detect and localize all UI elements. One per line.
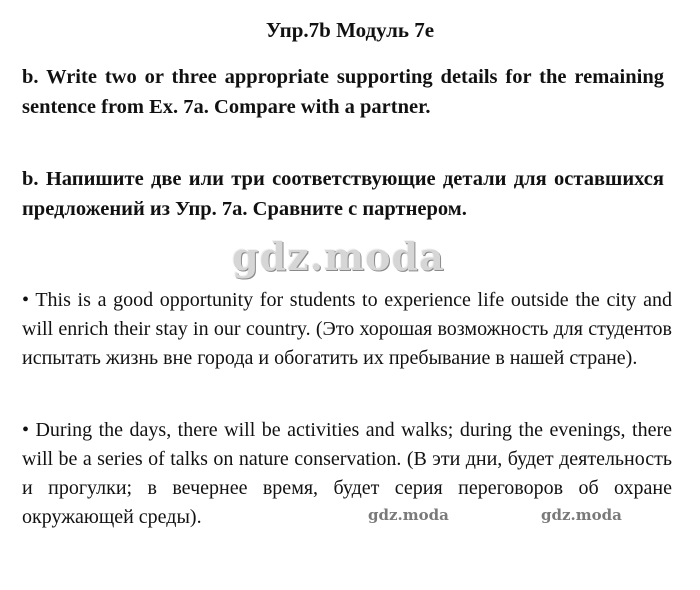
watermark-logo: gdz.moda xyxy=(232,234,445,279)
answer-paragraph-1: • This is a good opportunity for students to experience life outside the city and will enrich their stay in our country. (Это хорошая возможность для студентов испытать жизнь вне города и обогатить их пребывание в нашей стране). xyxy=(22,289,672,369)
task-instruction-russian: b. Напишите две или три соответствующие детали для оставшихся предложений из Упр. 7a. Сравните с партнером. xyxy=(22,168,664,220)
task-instruction-english: b. Write two or three appropriate supporting details for the remaining sentence from Ex. 7a. Compare with a partner. xyxy=(22,66,664,118)
page-title: Упр.7b Модуль 7e xyxy=(265,18,435,42)
watermark-small-1: gdz.moda xyxy=(368,506,449,524)
answer-paragraph-2: • During the days, there will be activities and walks; during the evenings, there will be a series of talks on nature conservation. (В эти дни, будет деятельность и прогулки; в вечернее время, будет серия переговоров об охране окружающей среды). xyxy=(22,419,672,528)
watermark-small-2: gdz.moda xyxy=(541,506,622,524)
